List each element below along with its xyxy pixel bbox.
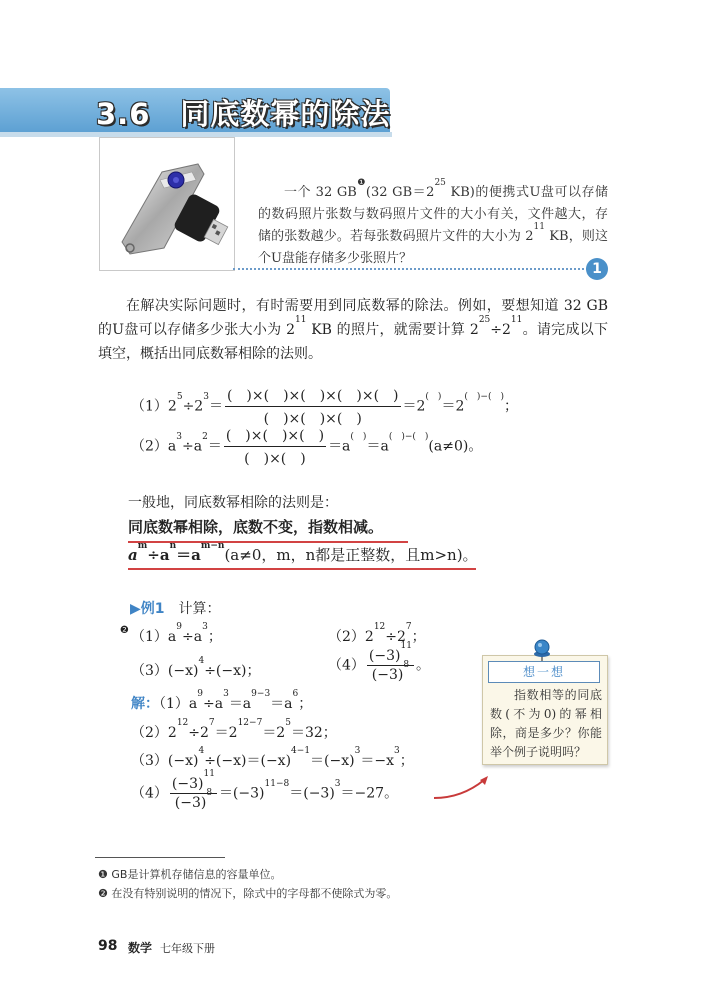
usb-drive-icon (100, 138, 234, 270)
solution-1: 解：$(1)a^9\div a^3=a^{9-3}=a^6$； (131, 689, 313, 712)
solution-3: $(3)(-x)^4\div(-x)=(-x)^{4-1}=(-x)^3=-x^3$； (131, 746, 414, 769)
usb-drive-photo (99, 137, 235, 271)
page-number: 98 (98, 938, 118, 954)
dotted-divider (233, 268, 588, 270)
intro-problem: 一个 32 $GB^❶(32$ $GB=2^{25}$ KB)的便携式U盘可以存储的数码照片张数与数码照片文件的大小有关，文件越大，存储的张数越少。若每张数码照片文件的大小为 $2^{11}$ KB，则这个U盘能存储多少张照片？ (258, 177, 608, 266)
section-title: 3.6 同底数幂的除法 (96, 97, 391, 131)
footnote-1: ❶ GB是计算机存储信息的容量单位。 (98, 868, 282, 881)
fill-in-1: $(1)2^5\div 2^3=$ $\frac{( )\times( )\times( )\times( )\times( )}{( )\times( )\times( )}$ ＝2( )＝2( )−( )； (131, 385, 518, 428)
solution-4: （4） $\frac{(-3)^{11}}{(-3)^8}$ $=(-3)^{11-8}=(-3)^3=-27$。 (131, 769, 399, 811)
footnote-marker-2: ❷ (120, 625, 129, 636)
intro-paragraph: 在解决实际问题时，有时需要用到同底数幂的除法。例如，要想知道 32 GB 的U盘可以存储多少张大小为 $2^{11}$ KB 的照片，就需要计算 $2^{25}\div 2^{11}$。请完成以下填空，概括出同底数幂相除的法则。 (98, 298, 609, 362)
footnote-2: ❷ 在没有特别说明的情况下，除式中的字母都不使除式为零。 (98, 887, 398, 900)
note-text: 指数相等的同底数(不为0)的幂相除，商是多少？你能举个例子说明吗？ (490, 688, 602, 759)
pointer-arrow-icon (432, 772, 492, 802)
question-4: （4） $\frac{(-3)^{11}}{(-3)^8}$ 。 (328, 641, 430, 683)
rule-statement: 同底数幂相除，底数不变，指数相减。 (128, 518, 384, 536)
rule-intro: 一般地，同底数幂相除的法则是： (128, 495, 338, 511)
question-1: $(1)a^9\div a^3$； (131, 622, 222, 645)
question-3: $(3)(-x)^4\div(-x)$； (131, 656, 261, 679)
book-grade: 七年级下册 (160, 942, 215, 955)
footnote-divider (95, 857, 225, 858)
question-2: $(2)2^{12}\div 2^7$； (328, 622, 426, 645)
rule-formula: $a^m\div a^n=a^{m-n}(a\ne 0$，m，n都是正整数，且m>n)。 (128, 541, 478, 564)
fill-in-2: $(2)a^3\div a^2=$ $\frac{( )\times( )\times( )}{( )\times( )}$ ＝a( )＝a( )−( )(a≠0)。 (131, 425, 482, 468)
example-heading: ▶例1 计算： (130, 601, 221, 617)
footnote-marker-1: ❶ (356, 177, 366, 188)
book-subject: 数学 (128, 941, 153, 955)
note-title: 想一想 (522, 665, 565, 679)
solution-2: $(2)2^{12}\div 2^7=2^{12-7}=2^5=32$； (131, 718, 337, 741)
fraction: $\frac{( )\times( )\times( )}{( )\times( )}$ (224, 425, 326, 468)
callout-badge: 1 (586, 258, 608, 280)
fraction: $\frac{( )\times( )\times( )\times( )\times( )}{( )\times( )\times( )}$ (225, 385, 401, 428)
triangle-icon: ▶ (130, 601, 141, 617)
rule-formula-underline (128, 568, 476, 570)
